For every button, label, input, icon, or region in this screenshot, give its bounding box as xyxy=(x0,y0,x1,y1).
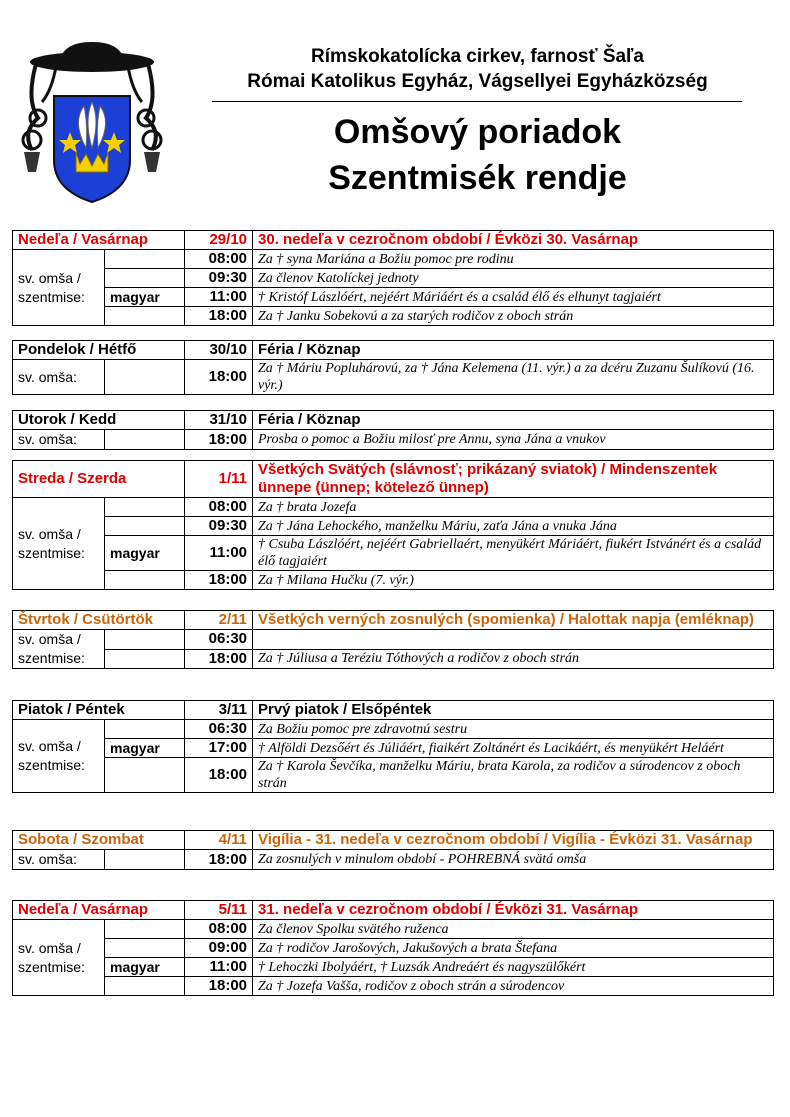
mass-intention: Za † Júliusa a Teréziu Tóthových a rodičov z oboch strán xyxy=(253,649,774,669)
mass-type: sv. omša / szentmise: xyxy=(13,630,105,669)
mass-time: 18:00 xyxy=(185,430,253,450)
mass-type: sv. omša: xyxy=(13,850,105,870)
mass-intention: Za Božiu pomoc pre zdravotnú sestru xyxy=(253,720,774,739)
day-block xyxy=(12,610,774,669)
day-occasion: Prvý piatok / Elsőpéntek xyxy=(253,701,774,720)
day-block xyxy=(12,230,774,326)
mass-intention: Za † Karola Ševčíka, manželku Máriu, brata Karola, za rodičov a súrodencov z oboch strán xyxy=(253,758,774,793)
mass-language xyxy=(105,498,185,517)
mass-time: 18:00 xyxy=(185,307,253,326)
day-occasion: Féria / Köznap xyxy=(253,411,774,430)
mass-language: magyar xyxy=(105,739,185,758)
mass-time: 08:00 xyxy=(185,250,253,269)
day-date: 31/10 xyxy=(185,411,253,430)
day-name: Nedeľa / Vasárnap xyxy=(13,231,185,250)
mass-intention: Za † Jána Lehockého, manželku Máriu, zaťa Jána a vnuka Jána xyxy=(253,517,774,536)
page-title-hu: Szentmisék rendje xyxy=(328,159,627,197)
mass-intention: Za † Jozefa Vašša, rodičov z oboch strán a súrodencov xyxy=(253,977,774,996)
day-name: Streda / Szerda xyxy=(13,461,185,498)
mass-time: 18:00 xyxy=(185,977,253,996)
mass-language xyxy=(105,307,185,326)
mass-time: 08:00 xyxy=(185,498,253,517)
mass-type: sv. omša / szentmise: xyxy=(13,720,105,793)
mass-language: magyar xyxy=(105,288,185,307)
header-divider xyxy=(212,101,742,102)
day-block xyxy=(12,700,774,793)
mass-intention: Za † syna Mariána a Božiu pomoc pre rodinu xyxy=(253,250,774,269)
mass-time: 17:00 xyxy=(185,739,253,758)
mass-time: 18:00 xyxy=(185,360,253,395)
mass-language: magyar xyxy=(105,958,185,977)
mass-language xyxy=(105,250,185,269)
mass-type: sv. omša / szentmise: xyxy=(13,498,105,590)
mass-type: sv. omša / szentmise: xyxy=(13,250,105,326)
day-occasion: Všetkých Svätých (slávnosť; prikázaný sviatok) / Mindenszentek ünnepe (ünnep; kötelező ünnep) xyxy=(253,461,774,498)
day-name: Sobota / Szombat xyxy=(13,831,185,850)
day-occasion: Vigília - 31. nedeľa v cezročnom období / Vigília - Évközi 31. Vasárnap xyxy=(253,831,774,850)
mass-time: 18:00 xyxy=(185,850,253,870)
mass-time: 09:30 xyxy=(185,269,253,288)
day-name: Štvrtok / Csütörtök xyxy=(13,611,185,630)
mass-intention: Za členov Spolku svätého ruženca xyxy=(253,920,774,939)
mass-time: 09:00 xyxy=(185,939,253,958)
day-occasion: Féria / Köznap xyxy=(253,341,774,360)
mass-time: 18:00 xyxy=(185,758,253,793)
mass-time: 18:00 xyxy=(185,649,253,669)
day-date: 30/10 xyxy=(185,341,253,360)
mass-time: 08:00 xyxy=(185,920,253,939)
day-block xyxy=(12,830,774,870)
mass-time: 11:00 xyxy=(185,288,253,307)
mass-intention: Prosba o pomoc a Božiu milosť pre Annu, syna Jána a vnukov xyxy=(253,430,774,450)
day-name: Utorok / Kedd xyxy=(13,411,185,430)
mass-intention: Za † rodičov Jarošových, Jakušových a brata Štefana xyxy=(253,939,774,958)
day-date: 29/10 xyxy=(185,231,253,250)
page-title-sk: Omšový poriadok xyxy=(333,113,622,151)
day-date: 3/11 xyxy=(185,701,253,720)
day-block xyxy=(12,900,774,996)
mass-time: 18:00 xyxy=(185,571,253,590)
day-block xyxy=(12,340,774,395)
parish-coat-of-arms-icon xyxy=(12,40,172,205)
mass-language xyxy=(105,649,185,669)
day-block xyxy=(12,410,774,450)
mass-language: magyar xyxy=(105,536,185,571)
day-date: 2/11 xyxy=(185,611,253,630)
mass-type: sv. omša: xyxy=(13,430,105,450)
day-name: Pondelok / Hétfő xyxy=(13,341,185,360)
parish-name-hu: Római Katolikus Egyház, Vágsellyei Egyházközség xyxy=(247,71,708,92)
mass-time: 06:30 xyxy=(185,630,253,650)
mass-intention: † Kristóf Lászlóért, nejéért Máriáért és a család élő és elhunyt tagjaiért xyxy=(253,288,774,307)
mass-time: 06:30 xyxy=(185,720,253,739)
mass-intention: Za † Janku Sobekovú a za starých rodičov z oboch strán xyxy=(253,307,774,326)
mass-type: sv. omša: xyxy=(13,360,105,395)
day-occasion: 30. nedeľa v cezročnom období / Évközi 30. Vasárnap xyxy=(253,231,774,250)
mass-language xyxy=(105,517,185,536)
parish-name-sk: Rímskokatolícka cirkev, farnosť Šaľa xyxy=(311,46,644,67)
mass-language xyxy=(105,269,185,288)
mass-time: 09:30 xyxy=(185,517,253,536)
mass-language xyxy=(105,939,185,958)
mass-language xyxy=(105,630,185,650)
mass-language xyxy=(105,758,185,793)
mass-language xyxy=(105,850,185,870)
mass-intention: Za † Milana Hučku (7. výr.) xyxy=(253,571,774,590)
mass-language xyxy=(105,720,185,739)
day-block xyxy=(12,460,774,590)
mass-time: 11:00 xyxy=(185,536,253,571)
day-name: Nedeľa / Vasárnap xyxy=(13,901,185,920)
mass-type: sv. omša / szentmise: xyxy=(13,920,105,996)
day-date: 5/11 xyxy=(185,901,253,920)
mass-language xyxy=(105,571,185,590)
mass-intention: Za † brata Jozefa xyxy=(253,498,774,517)
mass-intention: † Csuba Lászlóért, nejéért Gabriellaért, menyükért Máriáért, fiukért Istvánért és a család élő tagjaiért xyxy=(253,536,774,571)
day-date: 4/11 xyxy=(185,831,253,850)
day-name: Piatok / Péntek xyxy=(13,701,185,720)
mass-intention: Za členov Katolíckej jednoty xyxy=(253,269,774,288)
mass-intention xyxy=(253,630,774,650)
mass-intention: Za † Máriu Popluhárovú, za † Jána Kelemena (11. výr.) a za dcéru Zuzanu Šulíkovú (16. výr.) xyxy=(253,360,774,395)
mass-time: 11:00 xyxy=(185,958,253,977)
day-occasion: 31. nedeľa v cezročnom období / Évközi 31. Vasárnap xyxy=(253,901,774,920)
mass-language xyxy=(105,977,185,996)
mass-intention: Za zosnulých v minulom období - POHREBNÁ svätá omša xyxy=(253,850,774,870)
mass-language xyxy=(105,430,185,450)
mass-language xyxy=(105,920,185,939)
mass-intention: † Alföldi Dezsőért és Júliáért, fiaikért Zoltánért és Lacikáért, és menyükért Heláért xyxy=(253,739,774,758)
day-date: 1/11 xyxy=(185,461,253,498)
mass-language xyxy=(105,360,185,395)
day-occasion: Všetkých verných zosnulých (spomienka) / Halottak napja (emléknap) xyxy=(253,611,774,630)
mass-intention: † Lehoczki Ibolyáért, † Luzsák Andreáért és nagyszülőkért xyxy=(253,958,774,977)
